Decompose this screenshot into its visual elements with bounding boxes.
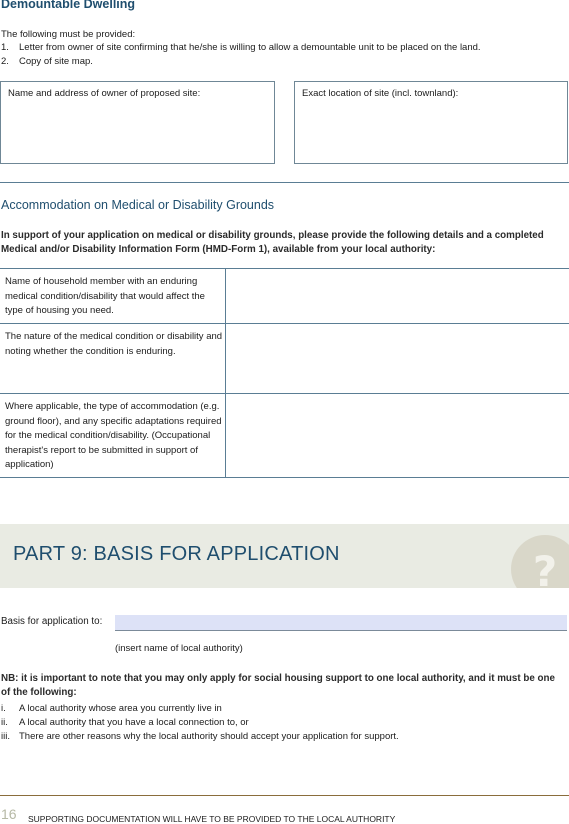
demountable-intro: The following must be provided: [1,29,136,40]
nb-text: NB: it is important to note that you may only apply for social housing support to one local authority, and it must be one of the following: [1,673,555,698]
list-item: iii. There are other reasons why the local authority should accept your application for support. [1,731,399,742]
medical-intro: In support of your application on medical or disability grounds, please provide the following details and a completed Medical and/or Disability Information Form (HMD-Form 1), available from your local authority: [1,230,544,255]
medical-title: Accommodation on Medical or Disability Grounds [1,198,275,212]
owner-address-label: Name and address of owner of proposed site: [8,88,201,99]
demountable-list [1,41,481,69]
list-item: 1. Letter from owner of site confirming that he/she is willing to allow a demountable unit to be placed on the land. [1,42,481,53]
accommodation-type-field[interactable] [226,394,569,477]
list-item: 2. Copy of site map. [1,56,93,67]
section-divider [0,182,569,183]
row-label: Name of household member with an enduring medical condition/disability that would affect the type of housing you need. [5,276,205,316]
svg-text:?: ? [532,547,558,596]
footer-text: SUPPORTING DOCUMENTATION WILL HAVE TO BE PROVIDED TO THE LOCAL AUTHORITY [28,814,396,824]
site-location-field[interactable] [294,81,568,164]
page-number: 16 [1,806,17,822]
demountable-title: Demountable Dwelling [1,0,136,11]
list-item: ii. A local authority that you have a local connection to, or [1,717,249,728]
basis-hint: (insert name of local authority) [115,643,243,654]
owner-address-field[interactable] [0,81,275,164]
table-row [0,324,569,394]
footer-rule [0,795,569,796]
table-row [0,269,569,324]
medical-condition-field[interactable] [226,324,569,393]
part9-title: PART 9: BASIS FOR APPLICATION [13,543,340,565]
table-row [0,394,569,478]
list-item: i. A local authority whose area you currently live in [1,703,222,714]
site-location-label: Exact location of site (incl. townland): [302,88,459,99]
row-label: The nature of the medical condition or disability and noting whether the condition is enduring. [5,331,223,357]
household-member-field[interactable] [226,269,569,323]
basis-label: Basis for application to: [1,616,103,627]
row-label: Where applicable, the type of accommodation (e.g. ground floor), and any specific adaptations required for the medical condition/disability. (Occupational therapist's report to be submitted in support of application) [5,401,222,470]
basis-options-list [1,702,399,744]
part9-banner [0,524,569,596]
question-mark-icon [511,535,569,596]
local-authority-input[interactable] [115,615,567,631]
